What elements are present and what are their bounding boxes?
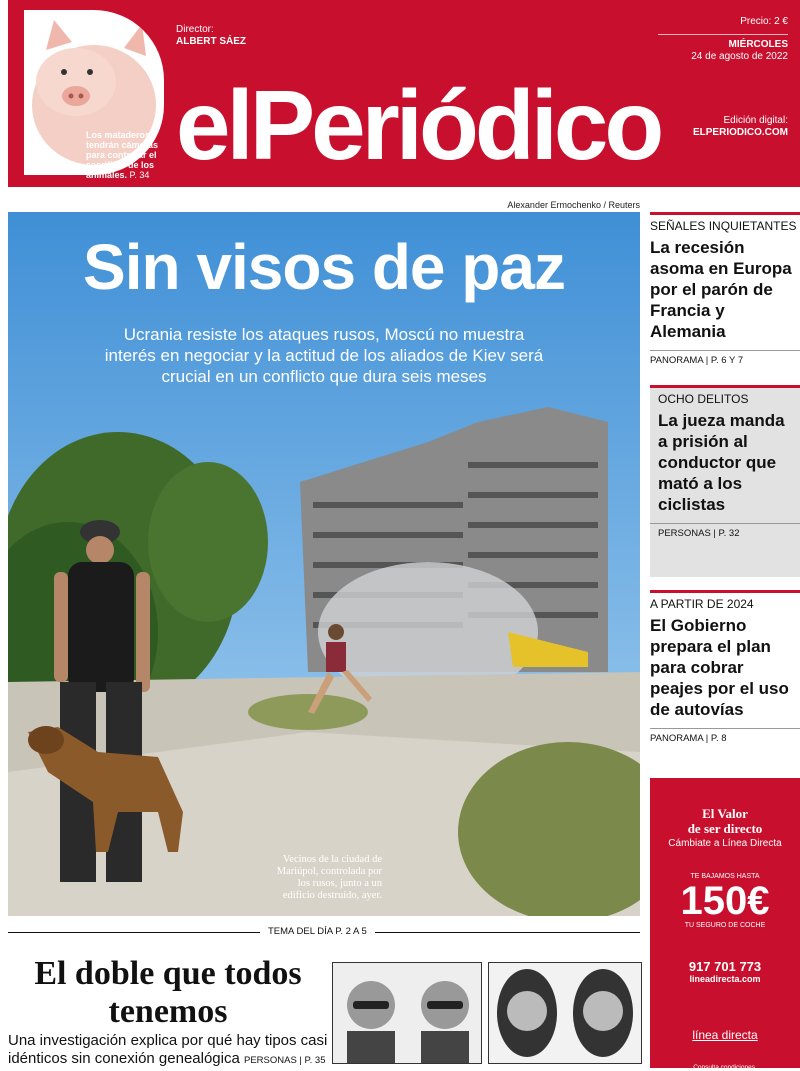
hero-photo [8, 212, 640, 916]
bottom-subtitle: Una investigación explica por qué hay tipos casi idénticos sin conexión genealógica PERSONAS | P. 35 [8, 1032, 328, 1067]
ad-brand: línea directa [692, 1028, 758, 1042]
ad-offer-sub: TU SEGURO DE COCHE [684, 922, 766, 929]
story-kicker: A PARTIR DE 2024 [650, 597, 754, 611]
logo[interactable]: elPeriódico [176, 70, 661, 180]
ad-url[interactable]: lineadirecta.com [689, 974, 761, 984]
story-kicker: SEÑALES INQUIETANTES [650, 219, 797, 233]
hero-subtitle: Ucrania resiste los ataques rusos, Moscú no muestra interés en negociar y la actitud de los aliados de Kiev será crucial en un conflicto que dura seis meses [104, 325, 544, 386]
photo-credit: Alexander Ermochenko / Reuters [507, 200, 640, 210]
sidebar-story-1[interactable] [650, 212, 800, 366]
story-ref: PERSONAS | P. 32 [650, 523, 800, 539]
story-headline[interactable]: El Gobierno prepara el plan para cobrar peajes por el uso de autovías [650, 616, 789, 719]
bottom-ref: PERSONAS | P. 35 [244, 1055, 326, 1066]
ad-conditions: Consulta condiciones. [693, 1064, 757, 1071]
story-ref: PANORAMA | P. 8 [650, 728, 800, 744]
linea-directa-ad[interactable] [650, 778, 800, 1071]
story-ref: PANORAMA | P. 6 Y 7 [650, 350, 800, 366]
hero-headline[interactable]: Sin visos de paz [83, 231, 565, 303]
hero-story[interactable] [8, 212, 640, 916]
masthead [8, 0, 800, 187]
date: 24 de agosto de 2022 [691, 51, 788, 62]
ad-line3: Cámbiate a Línea Directa [668, 838, 782, 849]
weekday: MIÉRCOLES [728, 39, 788, 50]
sidebar-story-3[interactable] [650, 590, 800, 744]
lookalike-photo-women [488, 962, 642, 1064]
ad-line1: El Valor [702, 806, 748, 821]
ad-phone[interactable]: 917 701 773 [688, 959, 762, 974]
ad-line2: de ser directo [687, 821, 763, 836]
lookalike-photo-men [332, 962, 482, 1064]
sidebar-story-2[interactable] [650, 385, 800, 577]
bottom-headline[interactable]: El doble que todos tenemos [34, 955, 302, 1030]
story-headline[interactable]: La jueza manda a prisión al conductor que mató a los ciclistas [658, 411, 785, 514]
story-headline[interactable]: La recesión asoma en Europa por el parón de Francia y Alemania [650, 238, 792, 341]
director: Director: ALBERT SÁEZ [176, 24, 246, 47]
tema-del-dia: TEMA DEL DÍA P. 2 A 5 [260, 926, 375, 937]
pig-teaser[interactable]: Los mataderos tendrán cámaras para controlar el sacrificio de los animales. P. 34 [86, 130, 159, 180]
digital-edition[interactable]: Edición digital: ELPERIODICO.COM [692, 115, 788, 138]
price: Precio: 2 € [740, 16, 788, 27]
photo-caption: Vecinos de la ciudad de Mariúpol, controlada por los rusos, junto a un edificio destruido, ayer. [276, 854, 382, 901]
ad-amount: 150€ [680, 879, 770, 923]
ad-offer: TE BAJAMOS HASTA [690, 873, 760, 880]
issue-info [658, 16, 788, 139]
story-kicker: OCHO DELITOS [658, 392, 749, 406]
